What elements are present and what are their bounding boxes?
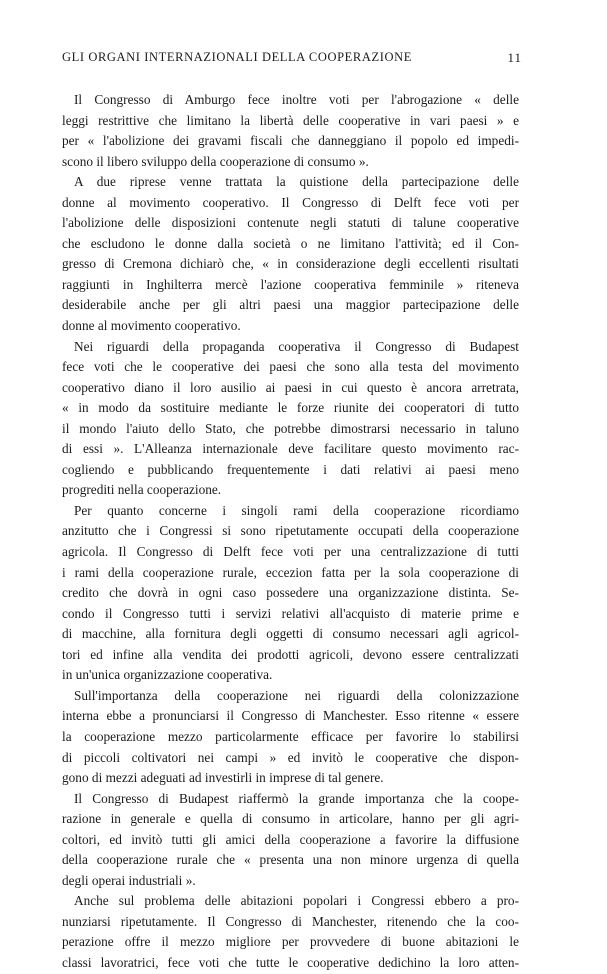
text-line: Anche sul problema delle abitazioni popolari i Congressi ebbero a pro-	[74, 893, 519, 909]
text-line: scono il libero sviluppo della cooperazione di consumo ».	[62, 153, 369, 169]
running-header-title: GLI ORGANI INTERNAZIONALI DELLA COOPERAZIONE	[62, 50, 412, 64]
text-line: classi lavoratrici, fece voti che tutte le cooperative dedichino la loro atten-	[62, 954, 519, 970]
text-line: coltori, ed invitò tutti gli amici della cooperazione a favorire la diffusione	[62, 831, 519, 847]
text-line: Sull'importanza della cooperazione nei riguardi della colonizzazione	[74, 687, 519, 703]
text-line: in un'unica organizzazione cooperativa.	[62, 667, 273, 683]
text-line: che escludono le donne dalla società o ne limitano l'attività; ed il Con-	[62, 235, 519, 251]
text-line: di essi ». L'Alleanza internazionale deve facilitare questo movimento rac-	[62, 441, 519, 457]
text-line: nunziarsi ripetutamente. Il Congresso di Manchester, ritenendo che la coo-	[62, 913, 519, 929]
text-line: tori ed infine alla vendita dei prodotti agricoli, devono essere centralizzati	[62, 646, 519, 662]
running-header	[62, 50, 522, 68]
text-line: donne al movimento cooperativo. Il Congresso di Delft fece voti per	[62, 194, 519, 210]
text-line: gresso di Cremona dichiarò che, « in considerazione degli eccellenti risultati	[62, 256, 519, 272]
text-line: cogliendo e pubblicando frequentemente i dati relativi ai paesi meno	[62, 461, 519, 477]
text-line: leggi restrittive che limitano la libertà delle cooperative in vari paesi » e	[62, 112, 519, 128]
text-line: fece voti che le cooperative dei paesi che sono alla testa del movimento	[62, 359, 519, 375]
text-line: cooperativo diano il loro ausilio ai paesi in cui questo è ancora arretrata,	[62, 379, 519, 395]
text-line: desiderabile anche per gli altri paesi una maggior partecipazione delle	[62, 297, 519, 313]
text-line: Per quanto concerne i singoli rami della cooperazione ricordiamo	[74, 502, 519, 518]
text-line: per « l'abolizione dei gravami fiscali che danneggiano il popolo ed impedi-	[62, 133, 519, 149]
text-line: agricola. Il Congresso di Delft fece voti per una centralizzazione di tutti	[62, 544, 519, 560]
body-text	[62, 90, 519, 974]
text-line: Il Congresso di Budapest riaffermò la grande importanza che la coope-	[74, 790, 519, 806]
text-line: della cooperazione rurale che « presenta una non minore urgenza di quella	[62, 852, 519, 868]
text-line: progrediti nella cooperazione.	[62, 482, 222, 498]
text-line: Nei riguardi della propaganda cooperativa il Congresso di Budapest	[74, 338, 519, 354]
text-line: razione in generale e quella di consumo in articolare, hanno per gli agri-	[62, 811, 519, 827]
text-line: degli operai industriali ».	[62, 872, 196, 888]
text-line: Il Congresso di Amburgo fece inoltre voti per l'abrogazione « delle	[74, 92, 519, 107]
text-line: di piccoli coltivatori nei campi » ed invitò le cooperative che dispon-	[62, 749, 519, 765]
text-line: perazione offre il mezzo migliore per provvedere di buone abitazioni le	[62, 934, 519, 950]
text-line: di macchine, alla fornitura degli oggetti di consumo necessari agli agricol-	[62, 626, 519, 642]
text-line: la cooperazione mezzo particolarmente efficace per favorire lo stabilirsi	[62, 728, 519, 744]
text-line: anzitutto che i Congressi si sono ripetutamente occupati della cooperazione	[62, 523, 519, 539]
text-line: A due riprese venne trattata la quistione della partecipazione delle	[74, 174, 519, 190]
text-line: i rami della cooperazione rurale, eccezion fatta per la sola cooperazione di	[62, 564, 519, 580]
text-line: credito che dovrà in ogni caso possedere una organizzazione distinta. Se-	[62, 585, 519, 601]
text-line: interna ebbe a pronunciarsi il Congresso di Manchester. Esso ritenne « essere	[62, 708, 519, 724]
text-line: l'abolizione delle disposizioni contenute negli statuti di talune cooperative	[62, 215, 519, 231]
text-line: « in modo da sostituire mediante le forze riunite dei cooperatori di tutto	[62, 400, 519, 416]
text-line: gono di mezzi adeguati ad investirli in imprese di tal genere.	[62, 770, 384, 786]
text-line: raggiunti in Inghilterra mercè l'azione cooperativa femminile » riteneva	[62, 276, 519, 292]
text-line: il mondo l'aiuto dello Stato, che potrebbe dimostrarsi necessario in taluno	[62, 420, 519, 436]
page-number: 11	[507, 50, 522, 65]
text-line: donne al movimento cooperativo.	[62, 318, 241, 334]
text-line: condo il Congresso tutti i servizi relativi all'acquisto di materie prime e	[62, 605, 519, 621]
